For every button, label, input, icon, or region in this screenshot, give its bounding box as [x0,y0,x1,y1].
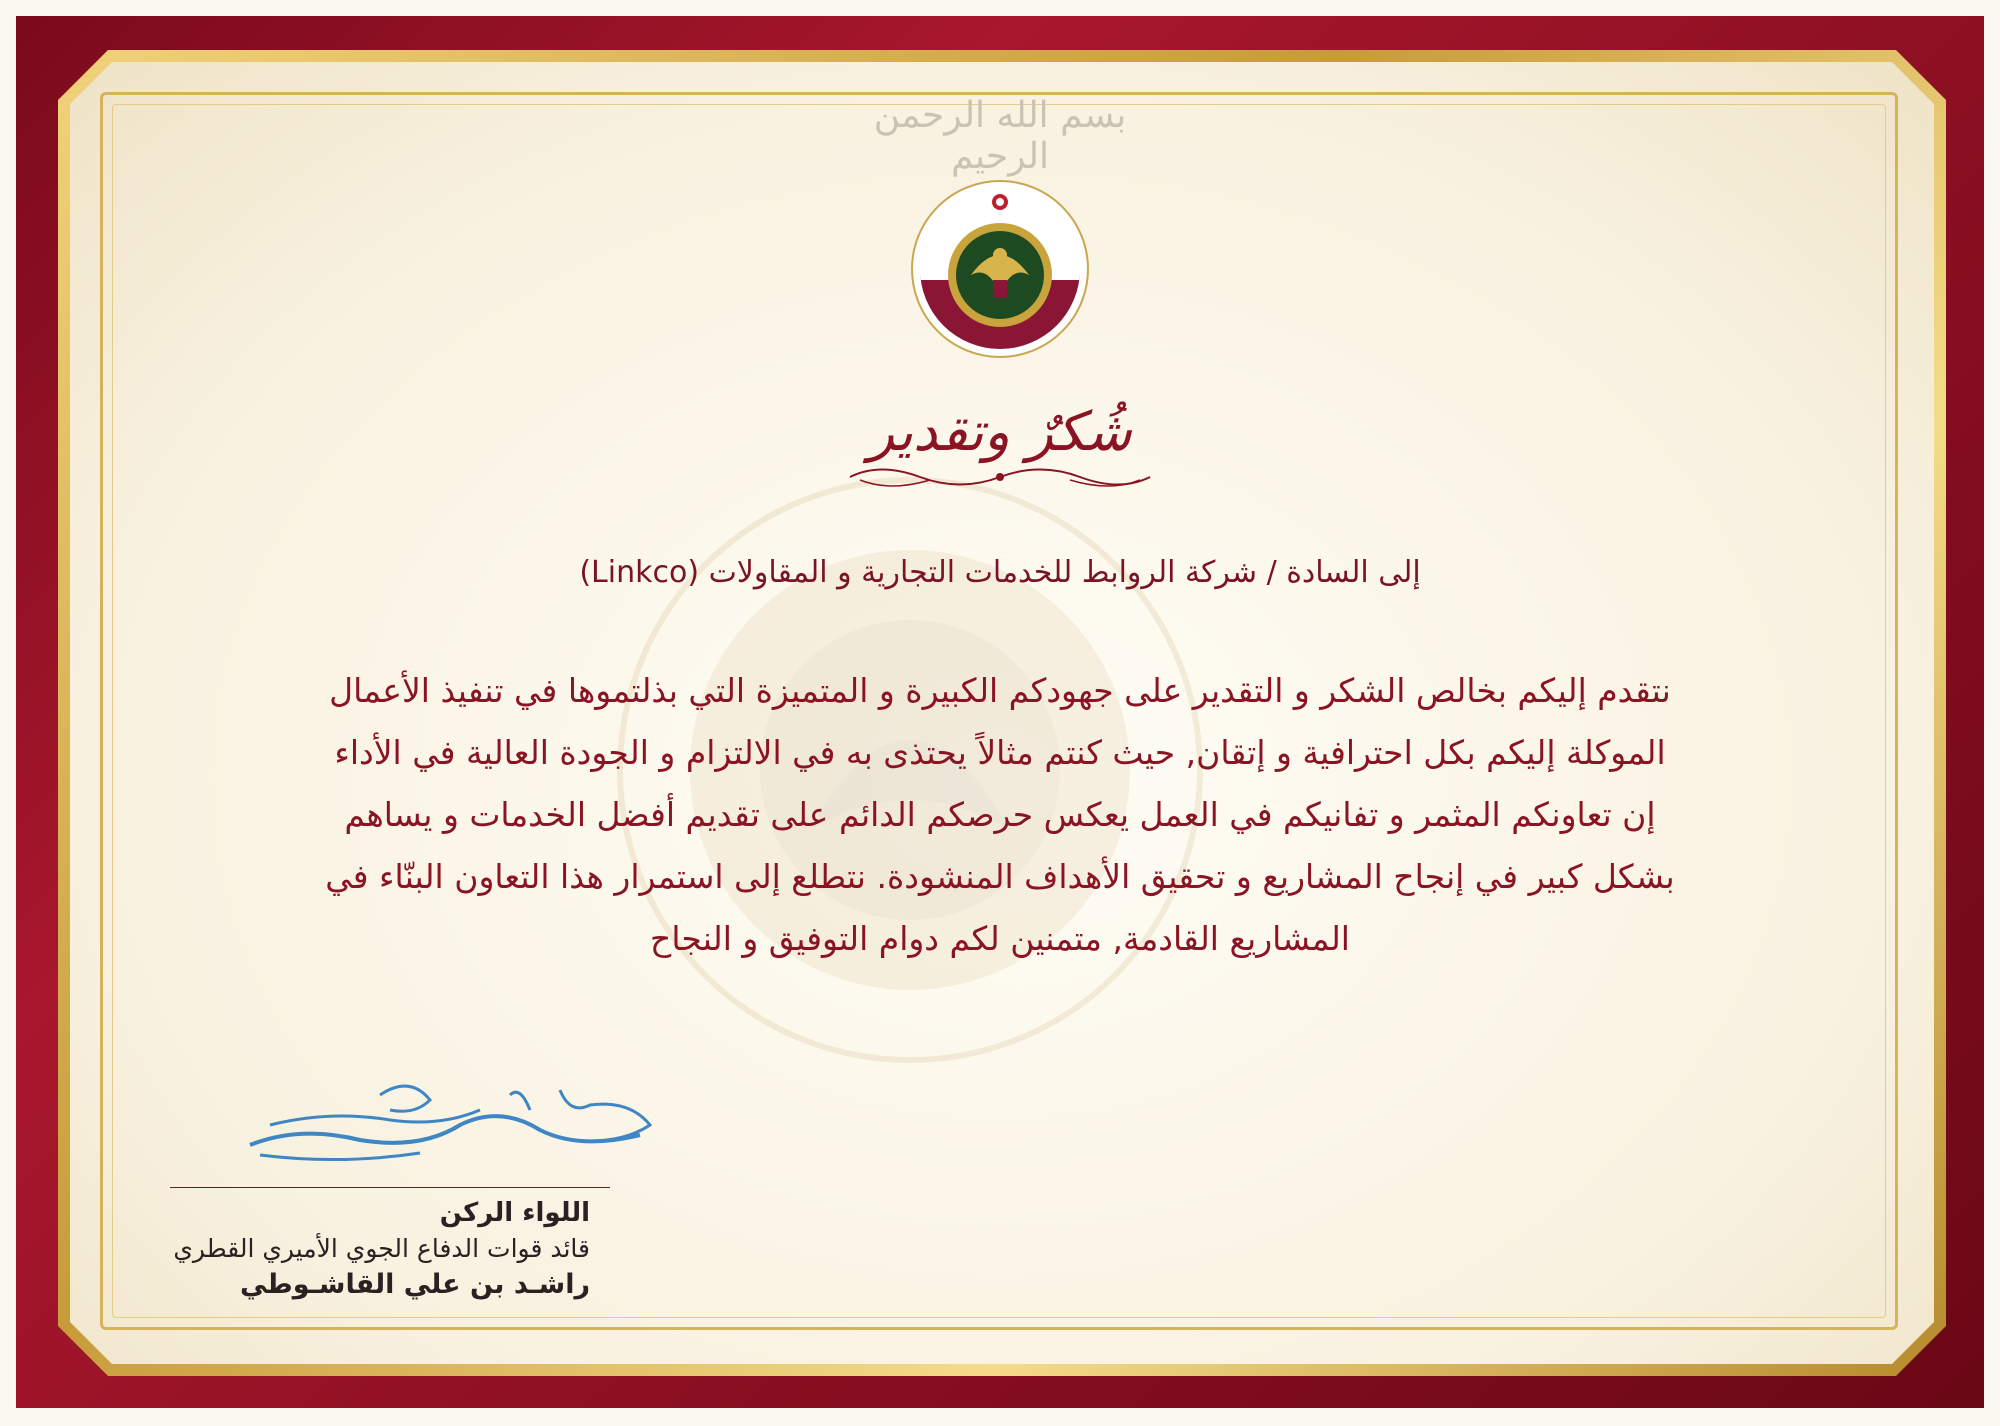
signer-rank: اللواء الركن [439,1198,590,1228]
body-line: بشكل كبير في إنجاح المشاريع و تحقيق الأهداف المنشودة. نتطلع إلى استمرار هذا التعاون البنّاء في [325,857,1675,896]
signer-name: راشـد بن علي القاشـوطي [239,1269,590,1300]
basmala-text: بسم الله الرحمن الرحيم [873,95,1127,177]
signer-block [130,1195,590,1303]
signature-icon [240,1055,660,1175]
certificate-heading: شُكرٌ وتقدير [868,400,1132,463]
certificate-body [230,660,1770,970]
emblem-icon [911,180,1089,358]
recipient-line: إلى السادة / شركة الروابط للخدمات التجارية و المقاولات (Linkco) [579,555,1421,590]
signer-position: قائد قوات الدفاع الجوي الأميري القطري [173,1234,590,1263]
body-line: نتقدم إليكم بخالص الشكر و التقدير على جهودكم الكبيرة و المتميزة التي بذلتموها في تنفيذ الأعمال [329,671,1671,710]
body-line: إن تعاونكم المثمر و تفانيكم في العمل يعكس حرصكم الدائم على تقديم أفضل الخدمات و يساهم [344,795,1656,834]
ornament-icon [840,460,1160,494]
body-line: المشاريع القادمة, متمنين لكم دوام التوفيق و النجاح [650,919,1350,958]
body-line: الموكلة إليكم بكل احترافية و إتقان, حيث كنتم مثالاً يحتذى به في الالتزام و الجودة العالية في الأداء [334,733,1666,772]
signature-line [170,1187,610,1188]
